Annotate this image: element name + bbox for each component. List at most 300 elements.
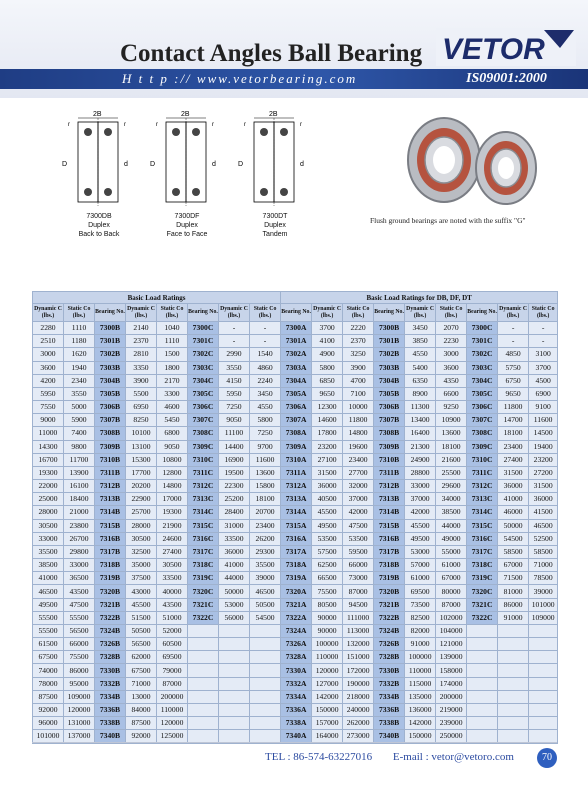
bearing-number-cell: 7308C [467, 427, 498, 440]
rating-cell [219, 638, 250, 651]
rating-cell: 27400 [498, 453, 529, 466]
rating-cell: 53500 [312, 532, 343, 545]
rating-cell: 46000 [498, 506, 529, 519]
bearing-number-cell: 7324B [374, 624, 405, 637]
rating-cell: 28800 [405, 466, 436, 479]
bearing-number-cell: 7309B [374, 440, 405, 453]
rating-cell: 9100 [529, 401, 558, 414]
rating-cell: 8900 [405, 387, 436, 400]
table-row [33, 427, 558, 440]
rating-cell: 80000 [436, 585, 467, 598]
email-link[interactable]: E-mail : vetor@vetoro.com [392, 751, 514, 763]
bearing-number-cell: 7302C [188, 348, 219, 361]
rating-cell: 31500 [529, 480, 558, 493]
rating-cell: 29800 [64, 545, 95, 558]
rating-cell: 9800 [64, 440, 95, 453]
bearing-number-cell [188, 677, 219, 690]
bearing-number-cell: 7320C [188, 585, 219, 598]
bearing-number-cell: 7309B [95, 440, 126, 453]
rating-cell: 69500 [157, 651, 188, 664]
bearing-photo [386, 108, 556, 210]
rating-cell: 172000 [343, 664, 374, 677]
table-row [33, 624, 558, 637]
bearing-number-cell: 7328B [374, 651, 405, 664]
rating-cell: 3100 [529, 348, 558, 361]
rating-cell [498, 690, 529, 703]
rating-cell [498, 638, 529, 651]
rating-cell: 49500 [33, 598, 64, 611]
rating-cell: 4100 [312, 335, 343, 348]
rating-cell: 91000 [405, 638, 436, 651]
rating-cell: 86000 [64, 664, 95, 677]
rating-cell: 51000 [157, 611, 188, 624]
rating-cell: 1500 [157, 348, 188, 361]
bearing-number-cell: 7308A [281, 427, 312, 440]
rating-cell: 84000 [126, 703, 157, 716]
rating-cell: 28000 [33, 506, 64, 519]
rating-cell: 54500 [250, 611, 281, 624]
table-row [33, 335, 558, 348]
diagram-tandem [236, 108, 314, 248]
bearing-number-cell: 7316B [374, 532, 405, 545]
rating-cell: 2280 [33, 322, 64, 335]
rating-cell: 2240 [250, 374, 281, 387]
svg-text:D: D [62, 161, 68, 168]
bearing-number-cell: 7338A [281, 717, 312, 730]
rating-cell: 66000 [343, 559, 374, 572]
bearing-number-cell: 7314C [188, 506, 219, 519]
rating-cell [529, 624, 558, 637]
rating-cell: 121000 [436, 638, 467, 651]
rating-cell: 41000 [498, 493, 529, 506]
rating-cell: 44000 [436, 519, 467, 532]
bearing-number-cell: 7334B [374, 690, 405, 703]
rating-cell: 16900 [219, 453, 250, 466]
rating-cell: 59500 [343, 545, 374, 558]
rating-cell: 9700 [250, 440, 281, 453]
table-row [33, 703, 558, 716]
column-header: Bearing No. [281, 304, 312, 322]
svg-text:r: r [124, 122, 126, 128]
rating-cell [498, 651, 529, 664]
bearing-number-cell: 7314A [281, 506, 312, 519]
rating-cell: 7400 [64, 427, 95, 440]
rating-cell: 33500 [219, 532, 250, 545]
bearing-number-cell: 7312B [95, 480, 126, 493]
rating-cell: 239000 [436, 717, 467, 730]
rating-cell: 37000 [405, 493, 436, 506]
rating-cell: 78000 [33, 677, 64, 690]
rating-cell: 4500 [529, 374, 558, 387]
rating-cell: 43500 [157, 598, 188, 611]
rating-cell: 157000 [312, 717, 343, 730]
bearing-number-cell: 7304C [188, 374, 219, 387]
rating-cell: 56500 [126, 638, 157, 651]
rating-cell: 53000 [219, 598, 250, 611]
rating-cell: - [529, 322, 558, 335]
rating-cell: 90000 [312, 624, 343, 637]
bearing-number-cell: 7308C [188, 427, 219, 440]
table-row [33, 690, 558, 703]
rating-cell: 10100 [126, 427, 157, 440]
rating-cell: 101000 [529, 598, 558, 611]
rating-cell: 21000 [64, 506, 95, 519]
bearing-number-cell: 7305C [188, 387, 219, 400]
bearing-number-cell: 7307B [95, 414, 126, 427]
rating-cell: 21600 [436, 453, 467, 466]
svg-text:r: r [212, 122, 214, 128]
bearing-number-cell: 7312C [467, 480, 498, 493]
svg-text:2B: 2B [181, 111, 190, 118]
bearing-number-cell: 7340A [281, 730, 312, 743]
rating-cell: 13400 [405, 414, 436, 427]
website-url[interactable]: H t t p :// www.vetorbearing.com [122, 71, 358, 86]
bearing-number-cell: 7305B [374, 387, 405, 400]
table-row [33, 664, 558, 677]
rating-cell: 101000 [33, 730, 64, 743]
bearing-number-cell [188, 624, 219, 637]
rating-cell: 142000 [405, 717, 436, 730]
bearing-number-cell: 7310C [188, 453, 219, 466]
rating-cell: 2230 [436, 335, 467, 348]
rating-cell: 36000 [498, 480, 529, 493]
svg-text:2B: 2B [93, 111, 102, 118]
bearing-number-cell: 7332A [281, 677, 312, 690]
rating-cell [250, 664, 281, 677]
bearing-number-cell: 7318B [374, 559, 405, 572]
rating-cell: 115000 [405, 677, 436, 690]
rating-cell: 41000 [219, 559, 250, 572]
bearing-number-cell: 7310C [467, 453, 498, 466]
bearing-number-cell: 7319A [281, 572, 312, 585]
bearing-number-cell: 7321B [374, 598, 405, 611]
rating-cell: 36500 [64, 572, 95, 585]
bearing-section-drawing [236, 108, 314, 212]
rating-cell: 27200 [529, 466, 558, 479]
rating-cell: 40500 [312, 493, 343, 506]
rating-cell: 17800 [312, 427, 343, 440]
rating-cell [219, 651, 250, 664]
bearing-number-cell: 7332B [95, 677, 126, 690]
table-row [33, 677, 558, 690]
table-row [33, 598, 558, 611]
rating-cell: 20700 [250, 506, 281, 519]
rating-cell: 135000 [405, 690, 436, 703]
rating-cell: 87000 [343, 585, 374, 598]
rating-cell: - [498, 322, 529, 335]
rating-cell: 33000 [33, 532, 64, 545]
rating-cell: 61500 [33, 638, 64, 651]
rating-cell: 110000 [157, 703, 188, 716]
bearing-number-cell: 7318B [95, 559, 126, 572]
bearing-number-cell: 7300B [95, 322, 126, 335]
bearing-number-cell [188, 717, 219, 730]
rating-cell: 15800 [250, 480, 281, 493]
rating-cell: 73500 [405, 598, 436, 611]
rating-cell: 38500 [436, 506, 467, 519]
rating-cell: 3700 [529, 361, 558, 374]
rating-cell: 86000 [498, 598, 529, 611]
column-header: Bearing No. [188, 304, 219, 322]
bearing-number-cell: 7314B [374, 506, 405, 519]
rating-cell: 29300 [250, 545, 281, 558]
rating-cell: 71000 [126, 677, 157, 690]
rating-cell: 67500 [33, 651, 64, 664]
bearing-number-cell: 7306C [467, 401, 498, 414]
rating-cell: 23200 [529, 453, 558, 466]
column-header: Static Co (lbs.) [250, 304, 281, 322]
bearing-number-cell: 7320C [467, 585, 498, 598]
column-header: Bearing No. [374, 304, 405, 322]
bearing-number-cell: 7316B [95, 532, 126, 545]
rating-cell: 5500 [126, 387, 157, 400]
rating-cell: 13600 [250, 466, 281, 479]
bearing-number-cell: 7306B [374, 401, 405, 414]
rating-cell: 28400 [219, 506, 250, 519]
bearing-number-cell: 7311B [374, 466, 405, 479]
rating-cell [219, 677, 250, 690]
diagram-back-to-back [60, 108, 138, 248]
bearing-number-cell: 7317C [467, 545, 498, 558]
rating-cell: 174000 [436, 677, 467, 690]
bearing-number-cell: 7318A [281, 559, 312, 572]
rating-cell: 19300 [33, 466, 64, 479]
rating-cell [529, 703, 558, 716]
group-header-basic: Basic Load Ratings [33, 292, 281, 304]
bearing-number-cell: 7330B [374, 664, 405, 677]
table-row [33, 493, 558, 506]
rating-cell: 37000 [343, 493, 374, 506]
rating-cell: 20200 [126, 480, 157, 493]
rating-cell [250, 717, 281, 730]
rating-cell: 100000 [312, 638, 343, 651]
rating-cell: 9050 [219, 414, 250, 427]
bearing-number-cell: 7301C [467, 335, 498, 348]
rating-cell: 14500 [529, 427, 558, 440]
rating-cell [529, 717, 558, 730]
bearing-number-cell: 7300B [374, 322, 405, 335]
bearing-number-cell: 7314C [467, 506, 498, 519]
bearing-number-cell: 7324A [281, 624, 312, 637]
diagram-caption: 7300DB Duplex Back to Back [78, 213, 120, 238]
rating-cell: 22300 [219, 480, 250, 493]
vetor-logo [436, 28, 576, 74]
rating-cell [498, 624, 529, 637]
rating-cell: 100000 [405, 651, 436, 664]
table-row [33, 611, 558, 624]
rating-cell: 24600 [157, 532, 188, 545]
column-header: Dynamic C (lbs.) [312, 304, 343, 322]
bearing-section-drawing [148, 108, 226, 212]
table-row [33, 585, 558, 598]
bearing-number-cell: 7300C [188, 322, 219, 335]
rating-cell: 45500 [312, 506, 343, 519]
rating-cell: 69500 [405, 585, 436, 598]
rating-cell: 24900 [405, 453, 436, 466]
bearing-number-cell [188, 664, 219, 677]
svg-text:r: r [300, 122, 302, 128]
rating-cell: 11800 [498, 401, 529, 414]
rating-cell: 14300 [33, 440, 64, 453]
rating-cell: 120000 [157, 717, 188, 730]
rating-cell: 92000 [126, 730, 157, 743]
rating-cell: 11800 [343, 414, 374, 427]
rating-cell: 1110 [64, 322, 95, 335]
rating-cell [529, 638, 558, 651]
rating-cell: 120000 [312, 664, 343, 677]
rating-cell: 273000 [343, 730, 374, 743]
svg-text:d: d [300, 161, 304, 168]
rating-cell: 5450 [157, 414, 188, 427]
rating-cell: 111000 [343, 611, 374, 624]
rating-cell: 7250 [219, 401, 250, 414]
rating-cell: 58500 [529, 545, 558, 558]
rating-cell: 137000 [64, 730, 95, 743]
bearing-number-cell: 7307C [188, 414, 219, 427]
rating-cell: 150000 [312, 703, 343, 716]
rating-cell: 32500 [126, 545, 157, 558]
rating-cell: 13000 [126, 690, 157, 703]
bearing-number-cell: 7330B [95, 664, 126, 677]
rating-cell: 6600 [436, 387, 467, 400]
rating-cell [219, 717, 250, 730]
rating-cell: - [529, 335, 558, 348]
load-ratings-table-container [32, 291, 557, 741]
rating-cell [498, 717, 529, 730]
bearing-number-cell: 7328A [281, 651, 312, 664]
rating-cell: 57000 [405, 559, 436, 572]
rating-cell: 2370 [126, 335, 157, 348]
bearing-number-cell: 7303C [467, 361, 498, 374]
rating-cell: 80500 [312, 598, 343, 611]
rating-cell [250, 677, 281, 690]
footer-divider [32, 742, 557, 743]
bearing-number-cell: 7316C [467, 532, 498, 545]
rating-cell: 104000 [436, 624, 467, 637]
rating-cell: 49000 [436, 532, 467, 545]
svg-text:r: r [156, 122, 158, 128]
rating-cell: 21900 [157, 519, 188, 532]
bearing-number-cell: 7316A [281, 532, 312, 545]
rating-cell: 18100 [250, 493, 281, 506]
rating-cell: 14700 [498, 414, 529, 427]
rating-cell: 10000 [343, 401, 374, 414]
bearing-number-cell: 7315C [188, 519, 219, 532]
table-row [33, 440, 558, 453]
rating-cell: 2140 [126, 322, 157, 335]
rating-cell: 139000 [436, 651, 467, 664]
rating-cell: 26200 [250, 532, 281, 545]
bearing-number-cell: 7322A [281, 611, 312, 624]
bearing-number-cell: 7334A [281, 690, 312, 703]
rating-cell: 110000 [405, 664, 436, 677]
rating-cell: 55500 [33, 611, 64, 624]
rating-cell: 6350 [405, 374, 436, 387]
rating-cell: 17000 [157, 493, 188, 506]
flush-ground-note: Flush ground bearings are noted with the suffix "G" [370, 216, 526, 225]
rating-cell: 4550 [405, 348, 436, 361]
rating-cell: 136000 [405, 703, 436, 716]
rating-cell: 2070 [436, 322, 467, 335]
svg-text:d: d [212, 161, 216, 168]
rating-cell: 96000 [33, 717, 64, 730]
rating-cell: 5800 [312, 361, 343, 374]
rating-cell: 250000 [436, 730, 467, 743]
rating-cell: 3450 [405, 322, 436, 335]
table-row [33, 651, 558, 664]
rating-cell: 6900 [529, 387, 558, 400]
rating-cell: 12800 [157, 466, 188, 479]
bearing-number-cell: 7300A [281, 322, 312, 335]
rating-cell: 127000 [312, 677, 343, 690]
rating-cell: 31000 [219, 519, 250, 532]
column-header: Bearing No. [95, 304, 126, 322]
rating-cell: 73000 [343, 572, 374, 585]
rating-cell: 18400 [64, 493, 95, 506]
rating-cell: 55000 [436, 545, 467, 558]
rating-cell: 50500 [126, 624, 157, 637]
rating-cell: 1800 [157, 361, 188, 374]
column-header: Static Co (lbs.) [343, 304, 374, 322]
bearing-number-cell: 7334B [95, 690, 126, 703]
rating-cell: 5000 [64, 401, 95, 414]
rating-cell: 23400 [343, 453, 374, 466]
rating-cell: 87000 [157, 677, 188, 690]
rating-cell: 61000 [436, 559, 467, 572]
rating-cell: 14800 [343, 427, 374, 440]
table-row [33, 361, 558, 374]
bearing-number-cell: 7317B [95, 545, 126, 558]
rating-cell: 11600 [250, 453, 281, 466]
rating-cell: 11100 [219, 427, 250, 440]
bearing-number-cell: 7301B [95, 335, 126, 348]
bearing-number-cell: 7320B [95, 585, 126, 598]
rating-cell: 102000 [436, 611, 467, 624]
rating-cell: 50000 [498, 519, 529, 532]
bearing-number-cell: 7319C [467, 572, 498, 585]
rating-cell: 53000 [405, 545, 436, 558]
rating-cell: 31500 [312, 466, 343, 479]
rating-cell: 49500 [405, 532, 436, 545]
rating-cell: 2370 [343, 335, 374, 348]
bearing-number-cell: 7312C [188, 480, 219, 493]
bearing-number-cell: 7303B [95, 361, 126, 374]
table-row [33, 453, 558, 466]
rating-cell: 25200 [219, 493, 250, 506]
rating-cell: 4900 [312, 348, 343, 361]
bearing-number-cell: 7313B [95, 493, 126, 506]
bearing-number-cell: 7312A [281, 480, 312, 493]
rating-cell: 30500 [33, 519, 64, 532]
bearing-number-cell: 7302B [95, 348, 126, 361]
rating-cell: 1110 [157, 335, 188, 348]
rating-cell: - [498, 335, 529, 348]
rating-cell: 2810 [126, 348, 157, 361]
bearing-number-cell: 7340B [374, 730, 405, 743]
rating-cell: 41000 [33, 572, 64, 585]
rating-cell: - [219, 322, 250, 335]
bearing-number-cell: 7310A [281, 453, 312, 466]
rating-cell: 4860 [250, 361, 281, 374]
rating-cell: - [250, 335, 281, 348]
bearing-number-cell: 7321C [188, 598, 219, 611]
rating-cell: 6800 [157, 427, 188, 440]
rating-cell: 23400 [250, 519, 281, 532]
bearing-number-cell: 7326A [281, 638, 312, 651]
bearing-number-cell: 7307A [281, 414, 312, 427]
rating-cell: 71000 [529, 559, 558, 572]
rating-cell: 71500 [498, 572, 529, 585]
